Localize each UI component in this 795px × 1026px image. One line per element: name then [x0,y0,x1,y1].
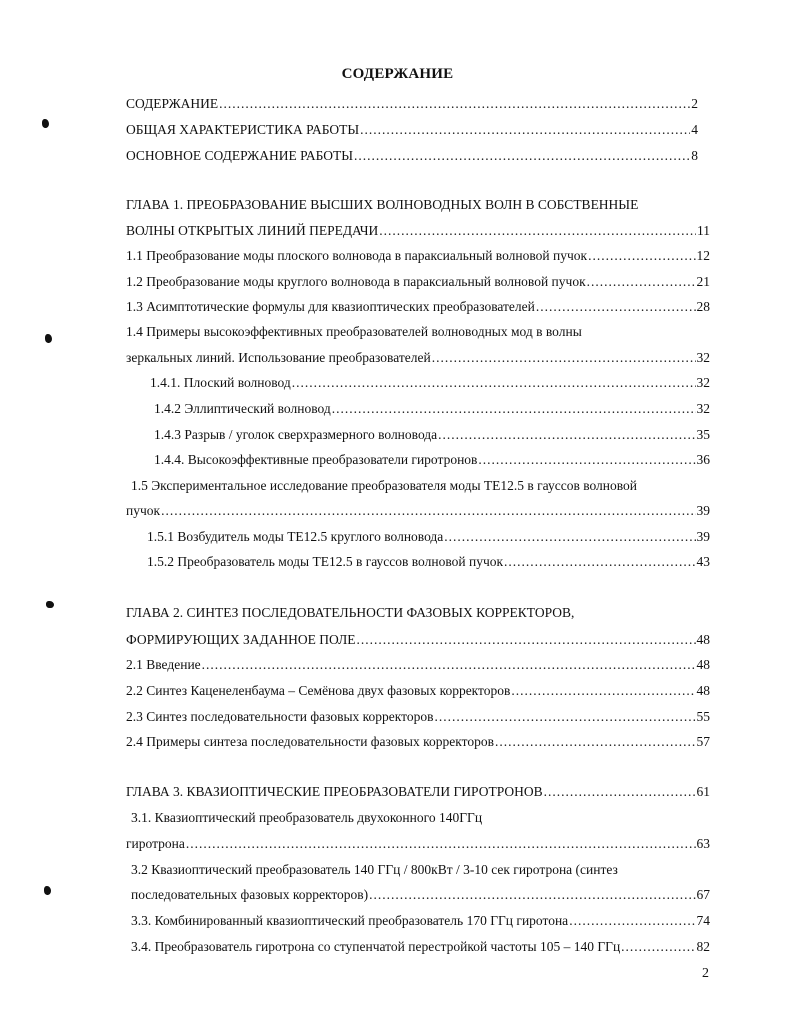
toc-entry-text: 2.3 Синтез последовательности фазовых корректоров [126,709,434,724]
toc-entry[interactable] [154,450,710,470]
toc-entry[interactable] [126,681,710,701]
toc-leader [438,425,695,445]
toc-entry[interactable] [150,373,710,393]
toc-entry-page: 28 [696,299,710,314]
toc-entry-page: 61 [696,784,710,799]
toc-leader [186,834,696,854]
toc-entry-page: 32 [696,350,710,365]
toc-entry[interactable] [147,552,710,572]
toc-entry-text: пучок [126,503,161,518]
toc-entry-page: 67 [696,887,710,902]
toc-entry-page: 39 [696,529,710,544]
toc-leader [432,348,696,368]
toc-leader [511,681,695,701]
toc-entry-text: 2.4 Примеры синтеза последовательности фазовых корректоров [126,734,494,749]
toc-entry[interactable] [126,146,698,166]
toc-leader [495,732,696,752]
toc-entry-page: 74 [696,913,710,928]
toc-entry-text: 2.1 Введение [126,657,201,672]
toc-entry-text: ОСНОВНОЕ СОДЕРЖАНИЕ РАБОТЫ [126,148,354,163]
toc-leader [435,707,696,727]
toc-entry-text: 1.4.3 Разрыв / уголок сверхразмерного волновода [154,427,438,442]
toc-entry[interactable] [131,911,710,931]
toc-entry[interactable] [126,120,698,140]
toc-entry-page: 32 [696,375,710,390]
toc-entry-text: 1.3 Асимптотические формулы для квазиоптических преобразователей [126,299,535,314]
toc-entry[interactable] [154,399,710,419]
toc-entry-page: 39 [696,503,710,518]
toc-entry[interactable] [131,937,710,957]
toc-leader [202,655,696,675]
toc-entry-text: 2.2 Синтез Каценеленбаума – Семёнова двух фазовых корректоров [126,683,511,698]
page-title: СОДЕРЖАНИЕ [341,66,454,82]
toc-entry-page: 32 [696,401,710,416]
scan-hole-mark [42,119,49,128]
toc-leader [354,146,690,166]
toc-entry-page: 4 [691,122,698,137]
toc-leader [369,885,695,905]
toc-entry-text: гиротрона [126,836,185,851]
toc-entry-text: 1.4.1. Плоский волновод [150,375,291,390]
toc-entry[interactable] [126,246,710,266]
toc-leader [332,399,696,419]
toc-leader [379,221,696,241]
toc-leader [292,373,696,393]
toc-leader [161,501,695,521]
toc-leader [588,246,695,266]
scan-hole-mark [44,886,51,895]
toc-entry[interactable] [131,885,710,905]
toc-entry-text: ГЛАВА 3. КВАЗИОПТИЧЕСКИЕ ПРЕОБРАЗОВАТЕЛИ ГИРОТРОНОВ [126,784,543,799]
toc-entry[interactable] [126,834,710,854]
toc-entry-page: 55 [696,709,710,724]
toc-entry-page: 21 [696,274,710,289]
toc-entry-text: 1.4 Примеры высокоэффективных преобразователей волноводных мод в волны [126,324,582,339]
toc-entry[interactable] [154,425,710,445]
toc-entry-page: 2 [691,96,698,111]
toc-entry-page: 57 [696,734,710,749]
toc-leader [621,937,695,957]
toc-entry-text: последовательных фазовых корректоров) [131,887,369,902]
toc-entry-text: 3.4. Преобразователь гиротрона со ступенчатой перестройкой частоты 105 – 140 ГГц [131,939,621,954]
toc-entry-text: 1.4.4. Высокоэффективные преобразователи гиротронов [154,452,478,467]
toc-leader [478,450,695,470]
toc-entry[interactable] [126,782,710,802]
toc-leader [360,120,690,140]
toc-leader [219,94,690,114]
toc-entry-page: 35 [696,427,710,442]
chapter-heading-line: ГЛАВА 2. СИНТЕЗ ПОСЛЕДОВАТЕЛЬНОСТИ ФАЗОВЫХ КОРРЕКТОРОВ, [126,605,575,620]
toc-entry-page: 11 [697,223,710,238]
toc-entry-text: ФОРМИРУЮЩИХ ЗАДАННОЕ ПОЛЕ [126,632,356,647]
scan-hole-mark [46,601,54,608]
toc-leader [357,630,696,650]
toc-entry[interactable] [126,348,710,368]
page-number: 2 [702,966,709,981]
scan-hole-mark [45,334,52,343]
toc-entry-page: 48 [696,632,710,647]
toc-entry-text: 1.5.1 Возбудитель моды ТЕ12.5 круглого волновода [147,529,444,544]
toc-entry-text: 3.1. Квазиоптический преобразователь двухоконного 140ГГц [131,810,483,825]
toc-entry-text: 3.2 Квазиоптический преобразователь 140 ГГц / 800кВт / 3-10 сек гиротрона (синтез [131,862,618,877]
toc-entry[interactable] [126,94,698,114]
toc-entry[interactable] [126,655,710,675]
toc-leader [569,911,695,931]
toc-leader [444,527,695,547]
toc-entry-text: 1.5 Экспериментальное исследование преобразователя моды ТЕ12.5 в гауссов волновой [131,478,638,493]
toc-entry-page: 48 [696,683,710,698]
toc-entry-page: 12 [696,248,710,263]
toc-entry[interactable] [126,630,710,650]
toc-leader [587,272,696,292]
toc-entry-page: 48 [696,657,710,672]
toc-entry-text: 1.5.2 Преобразователь моды ТЕ12.5 в гауссов волновой пучок [147,554,504,569]
toc-entry[interactable] [126,221,710,241]
toc-entry-text: 1.1 Преобразование моды плоского волновода в параксиальный волновой пучок [126,248,588,263]
toc-entry[interactable] [126,501,710,521]
toc-entry-text: 1.2 Преобразование моды круглого волновода в параксиальный волновой пучок [126,274,586,289]
toc-entry-page: 63 [696,836,710,851]
toc-entry[interactable] [147,527,710,547]
toc-leader [504,552,695,572]
toc-entry-text: СОДЕРЖАНИЕ [126,96,219,111]
toc-entry-text: ВОЛНЫ ОТКРЫТЫХ ЛИНИЙ ПЕРЕДАЧИ [126,223,379,238]
toc-entry[interactable] [126,707,710,727]
toc-entry-text: 3.3. Комбинированный квазиоптический преобразователь 170 ГГц гиротона [131,913,569,928]
toc-entry-text: зеркальных линий. Использование преобразователей [126,350,431,365]
toc-entry-text: 1.4.2 Эллиптический волновод [154,401,331,416]
toc-entry-text: ОБЩАЯ ХАРАКТЕРИСТИКА РАБОТЫ [126,122,360,137]
toc-entry[interactable] [126,272,710,292]
toc-entry-page: 8 [691,148,698,163]
toc-leader [536,297,696,317]
toc-entry-page: 43 [696,554,710,569]
toc-entry-page: 82 [696,939,710,954]
toc-entry[interactable] [126,732,710,752]
toc-entry-page: 36 [696,452,710,467]
chapter-heading-line: ГЛАВА 1. ПРЕОБРАЗОВАНИЕ ВЫСШИХ ВОЛНОВОДНЫХ ВОЛН В СОБСТВЕННЫЕ [126,197,639,212]
toc-leader [544,782,696,802]
toc-entry[interactable] [126,297,710,317]
